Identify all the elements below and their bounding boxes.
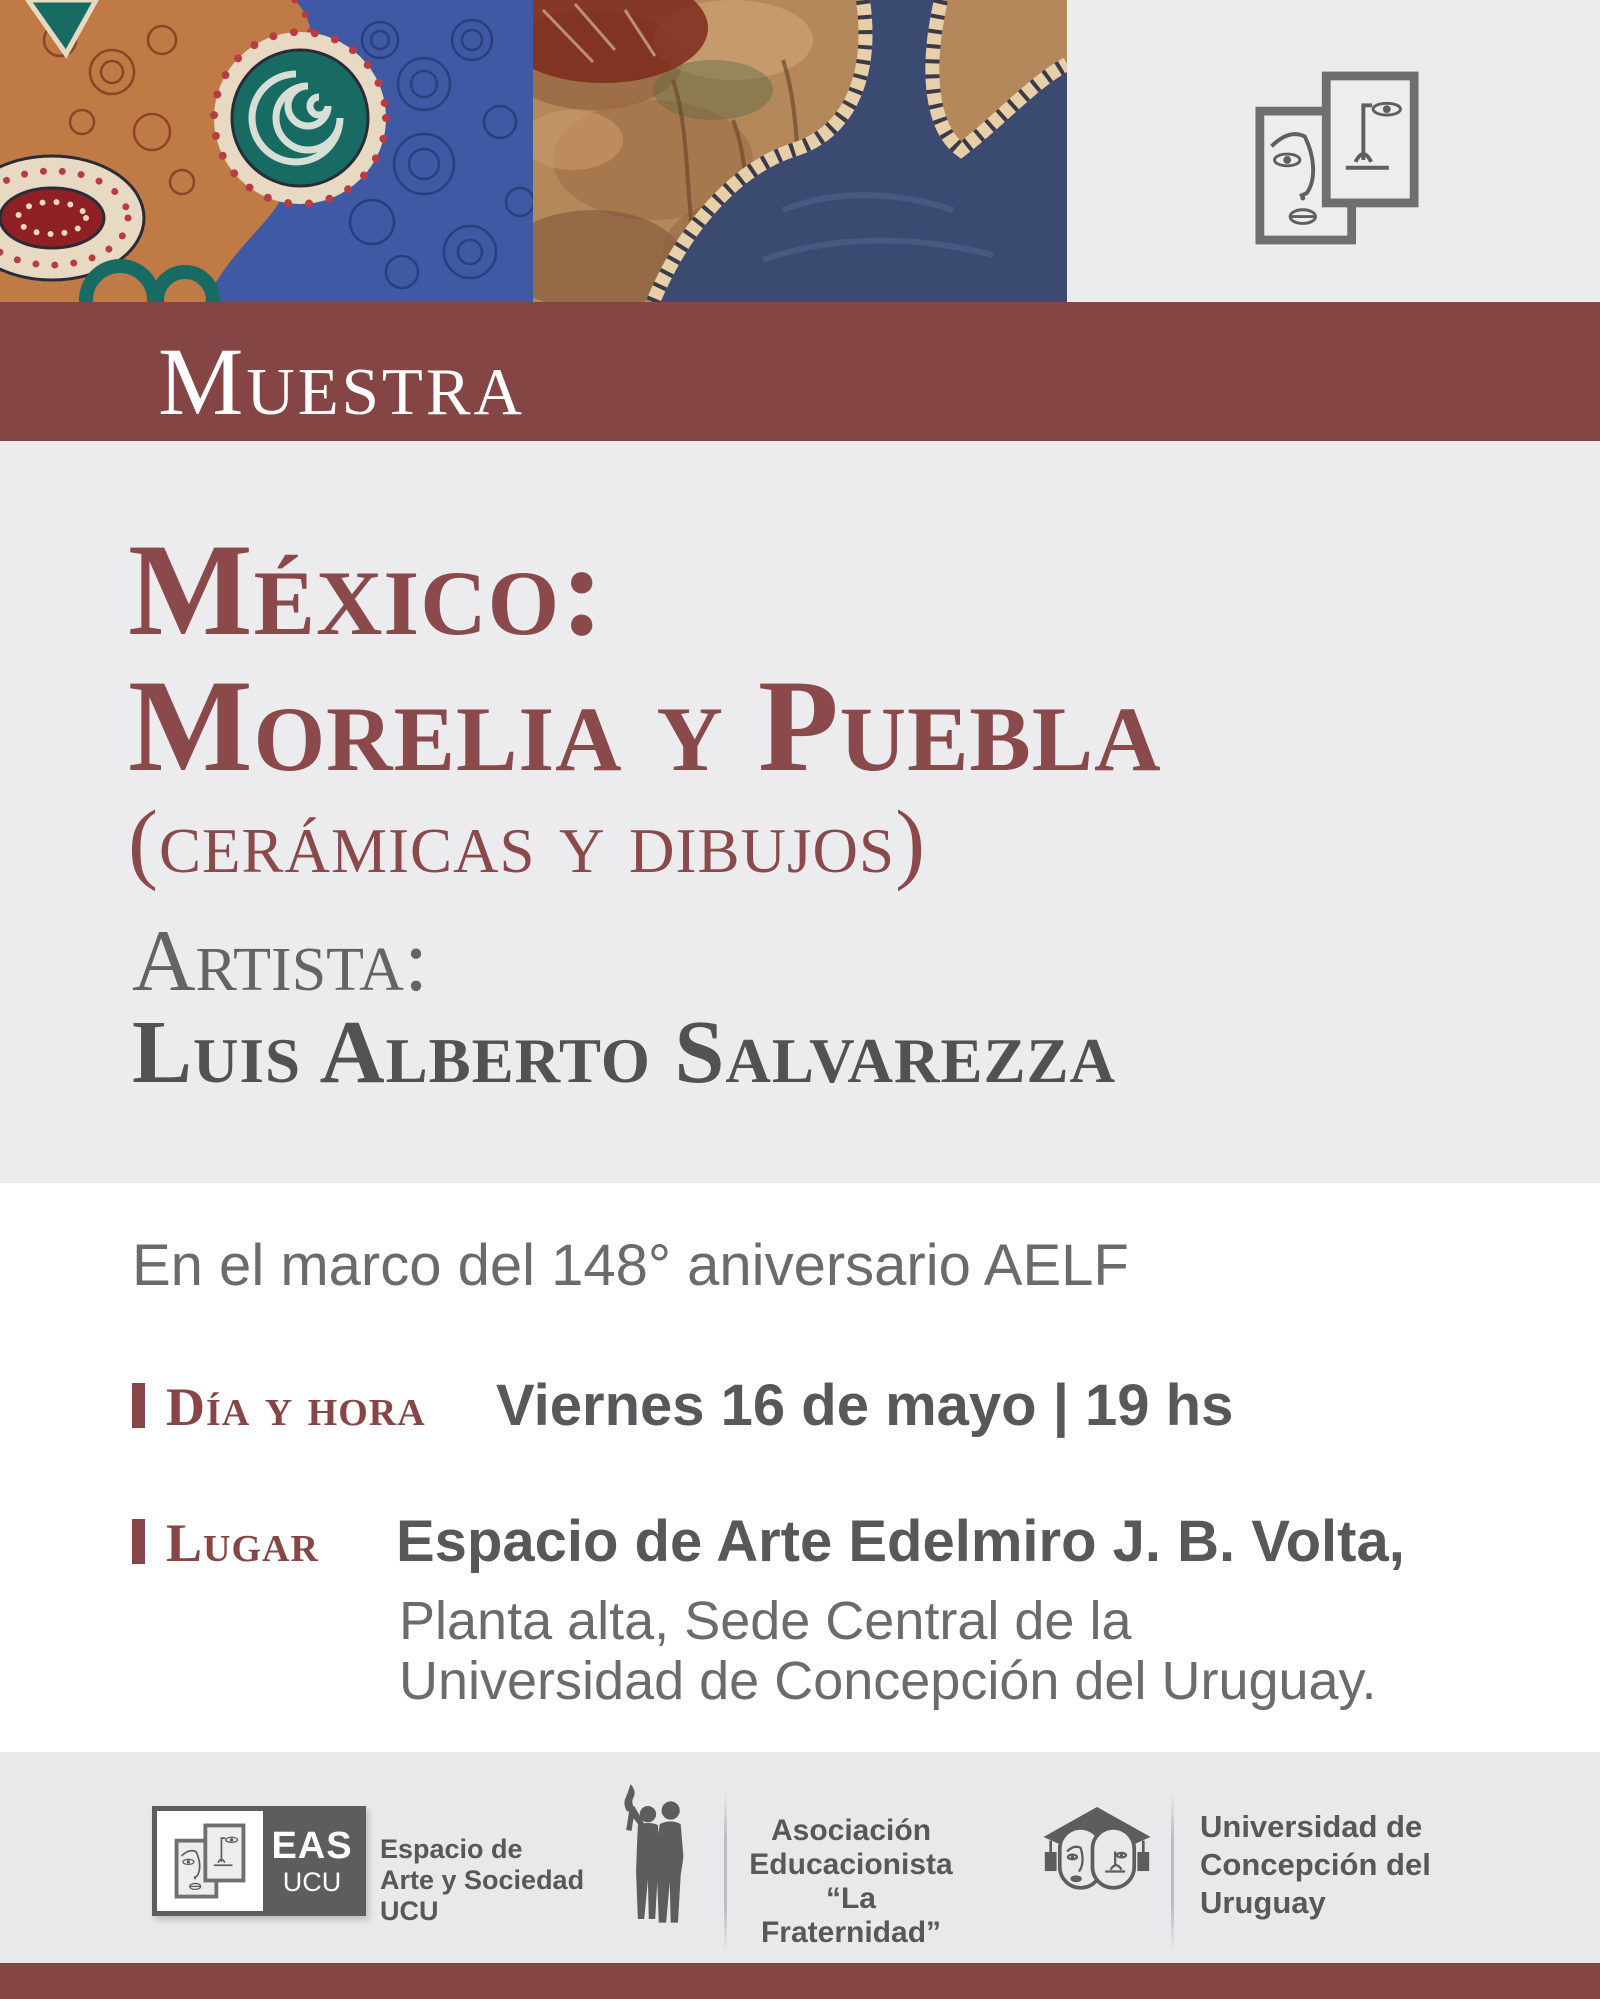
footer-divider [1171,1792,1174,1952]
location-value: Espacio de Arte Edelmiro J. B. Volta, [396,1509,1405,1574]
eas-caption-line3: UCU [380,1896,439,1926]
location-address [399,1591,1377,1711]
banner-label: Muestra [158,328,525,435]
event-details-section [0,1183,1600,1752]
header-logo-area [1067,0,1600,302]
location-label: Lugar [166,1513,319,1573]
eas-sub: UCU [282,1866,342,1897]
title-subtitle: (cerámicas y dibujos) [128,793,927,892]
eas-caption-line1: Espacio de [380,1834,523,1864]
eas-caption [380,1834,584,1927]
fraternidad-line2: Educacionista [749,1848,953,1881]
event-context: En el marco del 148° aniversario AELF [132,1233,1129,1298]
eas-logo-faces [157,1811,263,1911]
title-section [0,441,1600,1183]
artist-name: Luis Alberto Salvarezza [132,1003,1117,1102]
university-line2: Concepción del [1200,1847,1431,1882]
ceramic-pattern-art [0,0,533,302]
muestra-banner [0,302,1600,441]
bullet-square-icon [132,1383,145,1428]
torch-figures-icon [616,1782,698,1932]
datetime-label: Día y hora [166,1377,426,1437]
teal-swirl-motif [214,32,386,204]
address-line2: Universidad de Concepción del Uruguay. [399,1651,1377,1711]
address-line1: Planta alta, Sede Central de la [399,1591,1132,1651]
detail-row-datetime [132,1372,1233,1439]
artwork-photo-butterfly [533,0,1067,302]
artist-label: Artista: [132,913,429,1010]
university-line1: Universidad de [1200,1809,1423,1844]
datetime-value: Viernes 16 de mayo | 19 hs [496,1373,1234,1438]
two-face-frames-icon-small [174,1822,246,1900]
footer-logos-band [0,1752,1600,1963]
university-line3: Uruguay [1200,1885,1326,1920]
eas-logo-text [263,1811,361,1911]
detail-row-location [132,1508,1405,1575]
university-caption [1200,1808,1431,1922]
fraternidad-line3: “La Fraternidad” [760,1882,942,1949]
header-strip [0,0,1600,302]
eas-acronym: EAS [271,1824,353,1867]
title-line1: México: [128,516,606,663]
footer-divider [724,1792,727,1952]
graduation-faces-icon [1038,1804,1156,1899]
artwork-photo-ceramic [0,0,533,302]
fraternidad-line1: Asociación [770,1814,932,1847]
bottom-maroon-bar [0,1963,1600,1999]
two-face-frames-icon [1254,70,1420,246]
eas-logo-box [152,1806,366,1916]
title-line2: Morelia y Puebla [128,652,1162,799]
bullet-square-icon [132,1519,145,1564]
butterfly-rock-art [533,0,1067,302]
fraternidad-caption [736,1814,966,1950]
eas-caption-line2: Arte y Sociedad [380,1865,585,1895]
